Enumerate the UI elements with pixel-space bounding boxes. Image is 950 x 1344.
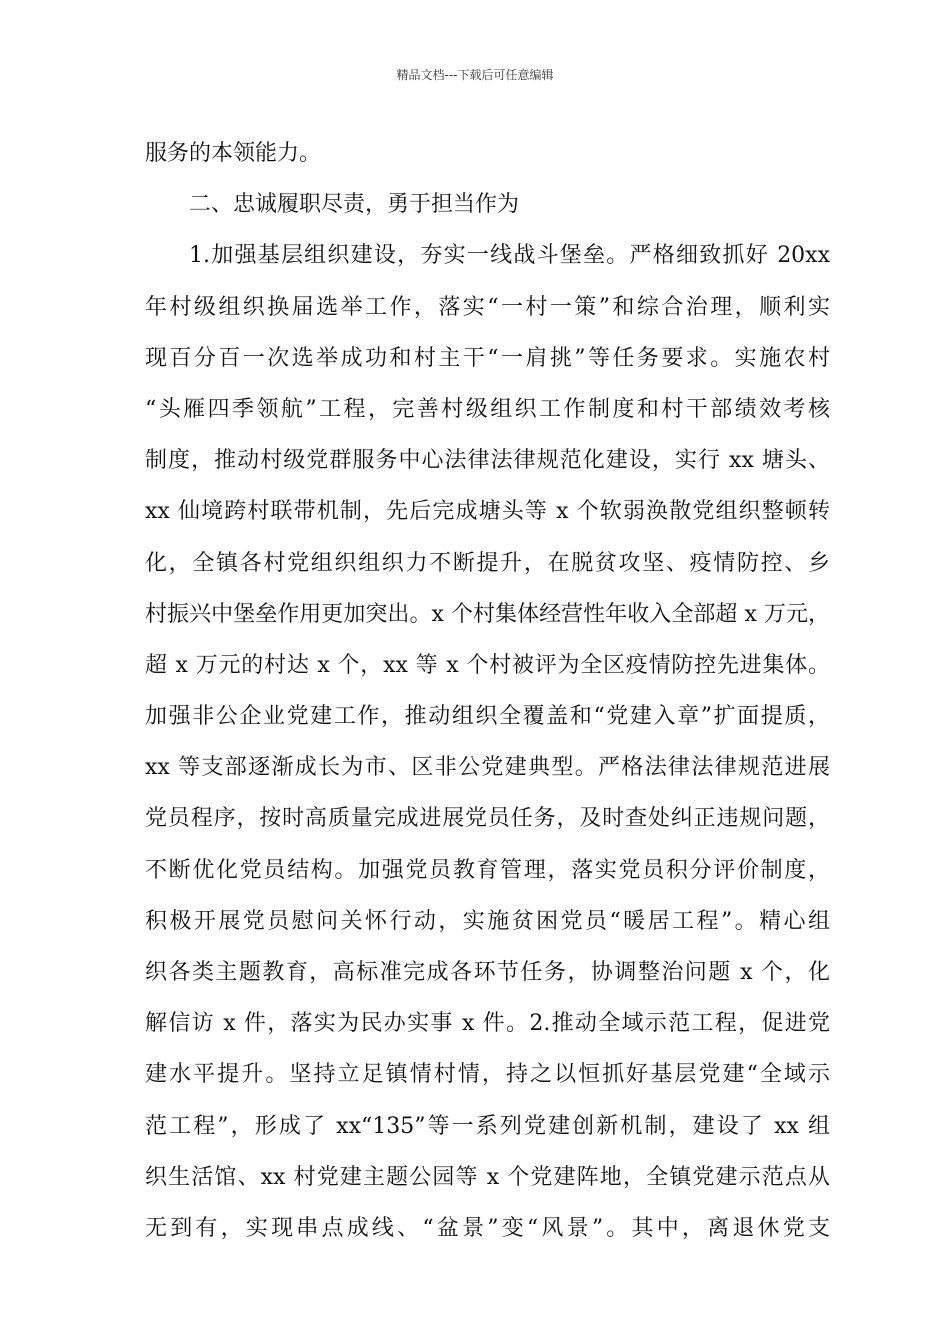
text-line: 制度，推动村级党群服务中心法律法律规范化建设，实行 xx 塘头、 xyxy=(145,448,830,474)
text-line: “头雁四季领航”工程，完善村级组织工作制度和村干部绩效考核 xyxy=(145,396,830,422)
text-line: 年村级组织换届选举工作，落实“一村一策”和综合治理，顺利实 xyxy=(145,294,830,320)
text-line: 织生活馆、xx 村党建主题公园等 x 个党建阵地，全镇党建示范点从 xyxy=(145,1164,830,1190)
section-heading: 二、忠诚履职尽责，勇于担当作为 xyxy=(189,192,520,218)
text-line: 建水平提升。坚持立足镇情村情，持之以恒抓好基层党建“全域示 xyxy=(145,1062,830,1088)
text-line: xx 等支部逐渐成长为市、区非公党建典型。严格法律法律规范进展 xyxy=(145,755,830,781)
text-line: 范工程”，形成了 xx“135”等一系列党建创新机制，建设了 xx 组 xyxy=(145,1113,830,1139)
text-line: 党员程序，按时高质量完成进展党员任务，及时查处纠正违规问题， xyxy=(145,806,830,832)
text-line: 无到有，实现串点成线、“盆景”变“风景”。其中，离退休党支 xyxy=(145,1215,830,1241)
text-line: 加强非公企业党建工作，推动组织全覆盖和“党建入章”扩面提质， xyxy=(145,704,830,730)
text-line: 村振兴中堡垒作用更加突出。x 个村集体经营性年收入全部超 x 万元， xyxy=(145,601,830,627)
text-line: 1.加强基层组织建设，夯实一线战斗堡垒。严格细致抓好 20xx xyxy=(189,243,830,269)
text-line: 现百分百一次选举成功和村主干“一肩挑”等任务要求。实施农村 xyxy=(145,345,830,371)
text-line: 积极开展党员慰问关怀行动，实施贫困党员“暖居工程”。精心组 xyxy=(145,908,830,934)
text-line: 服务的本领能力。 xyxy=(145,141,322,166)
text-line: 不断优化党员结构。加强党员教育管理，落实党员积分评价制度， xyxy=(145,857,830,883)
page-header: 精品文档---下载后可任意编辑 xyxy=(396,68,554,82)
text-line: 化，全镇各村党组织组织力不断提升，在脱贫攻坚、疫情防控、乡 xyxy=(145,550,830,576)
text-line: 织各类主题教育，高标准完成各环节任务，协调整治问题 x 个，化 xyxy=(145,960,830,985)
text-line: xx 仙境跨村联带机制，先后完成塘头等 x 个软弱涣散党组织整顿转 xyxy=(145,499,830,525)
text-line: 解信访 x 件，落实为民办实事 x 件。2.推动全域示范工程，促进党 xyxy=(145,1011,830,1037)
document-body xyxy=(145,128,830,1254)
text-line: 超 x 万元的村达 x 个，xx 等 x 个村被评为全区疫情防控先进集体。 xyxy=(145,652,830,678)
